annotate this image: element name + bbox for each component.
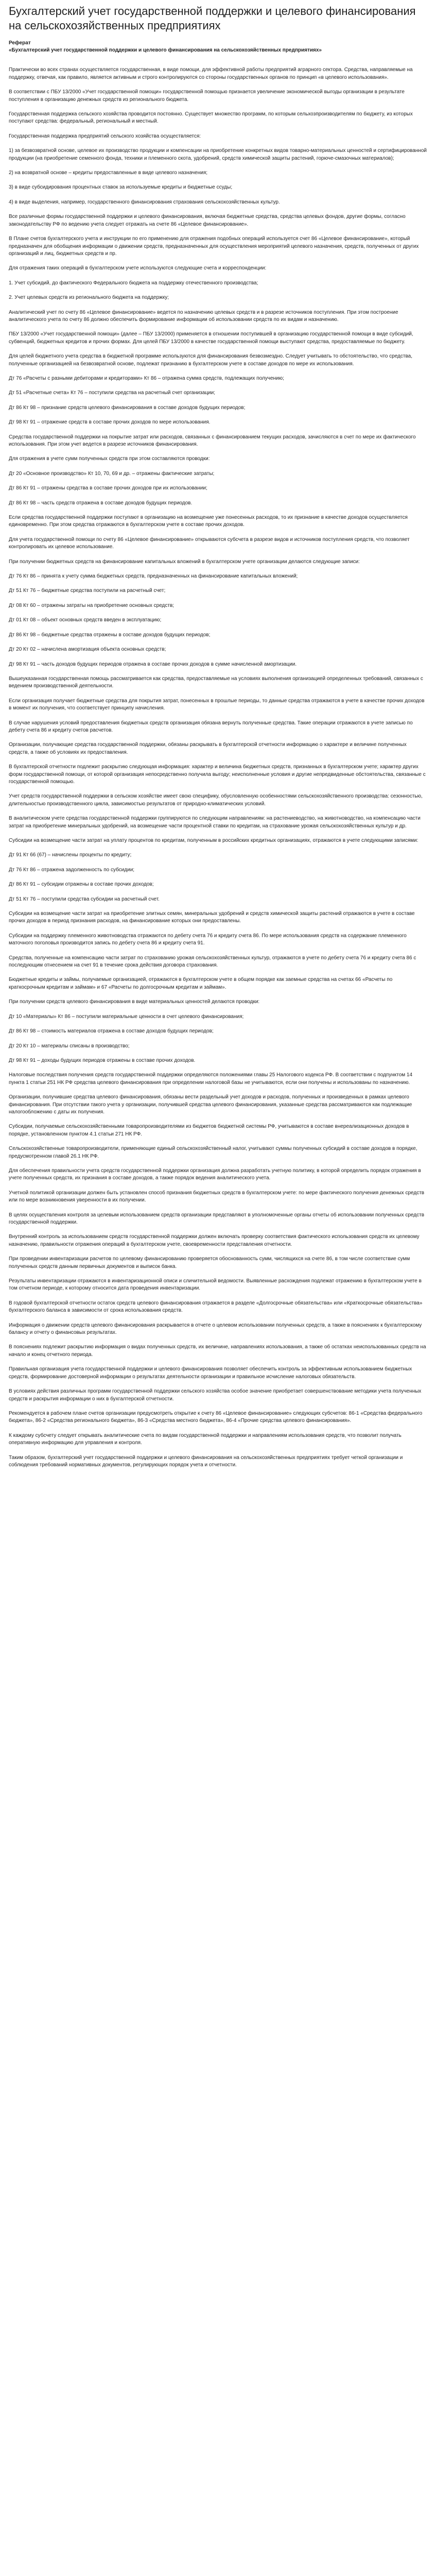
paragraph: Субсидии на возмещение части затрат на уплату процентов по кредитам, полученным в российских кредитных организациях, отражаются в учете следующими записями: <box>9 838 418 843</box>
paragraph: Дт 86 Кт 98 – часть средств отражена в составе доходов будущих периодов. <box>9 500 193 506</box>
paragraph: Для отражения таких операций в бухгалтерском учете используются следующие счета и корреспонденции: <box>9 265 267 272</box>
paragraph: Дт 51 Кт 76 – бюджетные средства поступили на расчетный счет; <box>9 588 166 594</box>
paragraph: Налоговые последствия получения средств государственной поддержки определяются положениями главы 25 Налогового кодекса РФ. В соответствии с подпунктом 14 пункта 1 статьи 251 НК РФ средства целевого финансирования при определении налоговой базы не учитываются, если они получены и использованы по назначению. <box>9 1072 413 1086</box>
paragraph: В пояснениях подлежит раскрытию информация о видах полученных средств, их величине, направлениях использования, а также об остатках неиспользованных средств на начало и конец отчетного периода. <box>9 1344 426 1358</box>
paragraph: Для учета государственной помощи по счету 86 «Целевое финансирование» открываются субсчета в разрезе видов и источников поступления средств, что позволяет контролировать их целевое использование. <box>9 536 410 550</box>
paragraph: В целях осуществления контроля за целевым использованием средств организации представляют в уполномоченные органы отчеты об использовании полученных средств государственной поддержки. <box>9 1212 425 1225</box>
paragraph: 1. Учет субсидий, до фактического Федерального бюджета на поддержку отечественного производства; <box>9 280 258 286</box>
paragraph: При получении средств целевого финансирования в виде материальных ценностей делаются проводки: <box>9 999 260 1005</box>
paragraph: Дт 20 «Основное производство» Кт 10, 70, 69 и др. – отражены фактические затраты; <box>9 470 215 477</box>
paragraph: 1) за безвозвратной основе, целевое их производство продукции и компенсации на приобретение конкретных видов товарно-материальных ценностей и сертифицированной продукции (на приобретение семенного фонда, техники и племенного скота, удобрений, средств химической защиты растений, горюче-смазочных материалов); <box>9 148 427 161</box>
paragraph: В бухгалтерской отчетности подлежит раскрытию следующая информация: характер и величина бюджетных средств, признанных в бухгалтерском учете; характер других форм государственной помощи, от которой организация непосредственно получила выгоду; неисполненные условия и другие непредвиденные обстоятельства, связанные с государственной помощью. <box>9 764 426 785</box>
paragraph: 2. Учет целевых средств из регионального бюджета на поддержку; <box>9 295 169 301</box>
paragraph: Если организация получает бюджетные средства для покрытия затрат, понесенных в прошлые периоды, то данные средства отражаются в учете в качестве прочих доходов в момент их получения, что соответствует принципу начисления. <box>9 698 425 711</box>
paragraph: Информация о движении средств целевого финансирования раскрывается в отчете о целевом использовании полученных средств, а также в пояснениях к бухгалтерскому балансу и отчету о финансовых результатах. <box>9 1322 422 1336</box>
paragraph: При проведении инвентаризации расчетов по целевому финансированию проверяется обоснованность сумм, числящихся на счете 86, в том числе соответствие сумм полученных средств данным первичных документов и выписок банка. <box>9 1256 410 1269</box>
paragraph: 2) на возвратной основе – кредиты предоставленные в виде целевого назначения; <box>9 170 208 176</box>
paragraph: Рекомендуется в рабочем плане счетов организации предусмотреть открытие к счету 86 «Целевое финансирование» следующих субсчетов: 86-1 «Средства федерального бюджета», 86-2 «Средства регионального бюджета», 86-3 «Средства местного бюджета», 86-4 «Прочие средства целевого финансирования». <box>9 1410 423 1424</box>
paragraph: Если средства государственной поддержки поступают в организацию на возмещение уже понесенных расходов, то их признание в качестве доходов осуществляется единовременно. При этом средства отражаются в бухгалтерском учете в составе прочих доходов. <box>9 515 408 528</box>
paragraph: Дт 76 Кт 86 – отражена задолженность по субсидии; <box>9 867 135 873</box>
paragraph: Дт 08 Кт 60 – отражены затраты на приобретение основных средств; <box>9 602 175 608</box>
paragraph: Субсидии на возмещение части затрат на приобретение элитных семян, минеральных удобрений и средств химической защиты растений отражаются в учете в составе прочих доходов в период признания расходов, на финансирование которых они предоставлены. <box>9 911 415 924</box>
paragraph: Вышеуказанная государственная помощь рассматривается как средства, предоставляемые на условиях выполнения организацией определенных требований, связанных с ведением производственной деятельности. <box>9 675 423 689</box>
paragraph: Государственная поддержка сельского хозяйства проводится постоянно. Существует множество программ, по которым сельхозпроизводителям по бюджету, из которых поступают средства: федеральный, региональный и местный. <box>9 111 413 125</box>
paragraph: В условиях действия различных программ государственной поддержки сельского хозяйства особое значение приобретает совершенствование методики учета полученных средств и раскрытия информации о них в бухгалтерской отчетности. <box>9 1388 422 1402</box>
paragraph: Дт 98 Кт 91 – доходы будущих периодов отражены в составе прочих доходов. <box>9 1057 196 1063</box>
paragraph: ПБУ 13/2000 «Учет государственной помощи» (далее – ПБУ 13/2000) применяется в отношении поступившей в организацию государственной помощи в виде субсидий, субвенций, бюджетных кредитов и прочих формах. Для целей ПБУ 13/2000 в качестве государственной помощи выступают средства, предоставляемые по бюджету. <box>9 331 413 345</box>
paragraph: Государственная поддержка предприятий сельского хозяйства осуществляется: <box>9 133 201 139</box>
paragraph: Дт 86 Кт 91 – субсидии отражены в составе прочих доходов; <box>9 882 154 888</box>
paragraph: Для обеспечения правильности учета средств государственной поддержки организация должна разработать учетную политику, в которой определить порядок отражения в учете полученных средств, их признания в составе доходов, а также порядок ведения аналитического учета. <box>9 1167 421 1181</box>
paragraph: Дт 86 Кт 91 – отражены средства в составе прочих доходов при их использовании; <box>9 485 207 492</box>
paragraph: Практически во всех странах осуществляется государственная, в виде помощи, для эффективной работы предприятий аграрного сектора. Средства, направляемые на поддержку, отвечая, как правило, является активным и строго контролируются со стороны государственных органов по принцип «в целевого использования». <box>9 67 413 80</box>
document-body <box>9 66 427 1469</box>
paragraph: В случае нарушения условий предоставления бюджетных средств организация обязана вернуть полученные средства. Такие операции отражаются в учете записью по дебету счета 86 и кредиту счетов расчетов. <box>9 720 413 733</box>
paragraph: Дт 20 Кт 10 – материалы списаны в производство; <box>9 1043 130 1049</box>
paragraph: Сельскохозяйственные товаропроизводители, применяющие единый сельскохозяйственный налог, учитывают суммы полученных субсидий в составе доходов в порядке, предусмотренном главой 26.1 НК РФ. <box>9 1146 417 1159</box>
paragraph: В соответствии с ПБУ 13/2000 «Учет государственной помощи» государственной помощью признается увеличение экономической выгоды организации в результате поступления в организацию денежных средств из регионального бюджета. <box>9 89 405 103</box>
paragraph: Для отражения в учете сумм полученных средств при этом составляются проводки: <box>9 456 210 462</box>
paragraph: Организации, получающие средства государственной поддержки, обязаны раскрывать в бухгалтерской отчетности информацию о характере и величине полученных средств, а также об условиях их предоставления. <box>9 742 407 755</box>
paragraph: Средства, полученные на компенсацию части затрат по страхованию урожая сельскохозяйственных культур, отражаются в учете по дебету счета 76 и кредиту счета 86 с последующим отнесением на счет 91 в течение срока действия договора страхования. <box>9 955 416 969</box>
paragraph: Бюджетные кредиты и займы, получаемые организацией, отражаются в бухгалтерском учете в общем порядке как заемные средства на счетах 66 «Расчеты по краткосрочным кредитам и займам» и 67 «Расчеты по долгосрочным кредитам и займам». <box>9 977 393 990</box>
paragraph: Внутренний контроль за использованием средств государственной поддержки должен включать проверку соответствия фактического использования средств их целевому назначению, правильности отражения операций в бухгалтерском учете, своевременности представления отчетности. <box>9 1234 420 1247</box>
paragraph: Учет средств государственной поддержки в сельском хозяйстве имеет свою специфику, обусловленную особенностями сельскохозяйственного производства: сезонностью, длительностью производственного цикла, зависимостью результатов от природно-климатических условий. <box>9 793 423 807</box>
paragraph: Дт 76 «Расчеты с разными дебиторами и кредиторами» Кт 86 – отражена сумма средств, подлежащих получению; <box>9 375 284 381</box>
paragraph: В годовой бухгалтерской отчетности остаток средств целевого финансирования отражается в разделе «Долгосрочные обязательства» или «Краткосрочные обязательства» бухгалтерского баланса в зависимости от срока использования средств. <box>9 1300 423 1314</box>
paragraph: Дт 51 Кт 76 – поступили средства субсидии на расчетный счет. <box>9 896 160 902</box>
paragraph: Для целей бюджетного учета средства в бюджетной программе используются для финансирования безвозмездно. Следует учитывать то обстоятельство, что средства, полученные организацией на безвозвратной основе, подлежат признанию в бухгалтерском учете в составе доходов по мере их использования. <box>9 353 413 367</box>
paragraph: В аналитическом учете средства государственной поддержки группируются по следующим направлениям: на растениеводство, на животноводство, на компенсацию части затрат на приобретение минеральных удобрений, на возмещение части процентной ставки по кредитам, на страхование урожая сельскохозяйственных культур и др. <box>9 816 421 829</box>
paragraph: Все различные формы государственной поддержки и целевого финансирования, включая бюджетные средства, средства целевых фондов, другие формы, согласно законодательству РФ по ведению учета следует отражать на счете 86 «Целевое финансирование». <box>9 214 406 227</box>
paragraph: Аналитический учет по счету 86 «Целевое финансирование» ведется по назначению целевых средств и в разрезе источников поступления. При этом построение аналитического учета по счету 86 должно обеспечить формирование информации об использовании средств по их видам и назначению. <box>9 309 398 323</box>
paragraph: Субсидии на поддержку племенного животноводства отражаются по дебету счета 76 и кредиту счета 86. По мере использования средств на содержание племенного маточного поголовья производится запись по дебету счета 86 и кредиту счета 91. <box>9 933 407 946</box>
paragraph: Таким образом, бухгалтерский учет государственной поддержки и целевого финансирования на сельскохозяйственных предприятиях требует четкой организации и соблюдения требований нормативных документов, регулирующих порядок учета и отчетности. <box>9 1454 403 1468</box>
document-title: Бухгалтерский учет государственной поддержки и целевого финансирования на сельскохозяйственных предприятиях <box>9 5 416 32</box>
paragraph: Дт 76 Кт 86 – принята к учету сумма бюджетных средств, предназначенных на финансирование капитальных вложений; <box>9 573 298 580</box>
paragraph: Дт 86 Кт 98 – стоимость материалов отражена в составе доходов будущих периодов; <box>9 1028 214 1035</box>
paragraph: В Плане счетов бухгалтерского учета и инструкции по его применению для отражения подобных операций используется счет 86 «Целевое финансирование», который предназначен для обобщения информации о движении средств, предназначенных для осуществления мероприятий целевого назначения, средств, полученных от других организаций и лиц, бюджетных средств и пр. <box>9 236 419 257</box>
paragraph: Результаты инвентаризации отражаются в инвентаризационной описи и сличительной ведомости. Выявленные расхождения подлежат отражению в бухгалтерском учете в том отчетном периоде, к которому относится дата проведения инвентаризации. <box>9 1278 422 1292</box>
paragraph: Субсидии, получаемые сельскохозяйственными товаропроизводителями из бюджетов бюджетной системы РФ, учитываются в составе внереализационных доходов в порядке, установленном пунктом 4.1 статьи 271 НК РФ. <box>9 1124 409 1137</box>
paragraph: Организации, получившие средства целевого финансирования, обязаны вести раздельный учет доходов и расходов, полученных и произведенных в рамках целевого финансирования. При отсутствии такого учета у организации, получившей средства целевого финансирования, указанные средства рассматриваются как подлежащие налогообложению с даты их получения. <box>9 1094 412 1115</box>
paragraph: Дт 98 Кт 91 – отражение средств в составе прочих доходов по мере использования. <box>9 419 211 426</box>
paragraph: Учетной политикой организации должен быть установлен способ признания бюджетных средств в бухгалтерском учете: по мере фактического получения денежных средств или по мере возникновения уверенности в их получении. <box>9 1190 425 1204</box>
paragraph: Дт 51 «Расчетные счета» Кт 76 – поступили средства на расчетный счет организации; <box>9 390 215 396</box>
section-label: Реферат <box>9 40 31 46</box>
document-lead: «Бухгалтерский учет государственной поддержки и целевого финансирования на сельскохозяйственных предприятиях» <box>9 47 322 53</box>
paragraph: Правильная организация учета государственной поддержки и целевого финансирования позволяет обеспечить контроль за эффективным использованием бюджетных средств, формирование достоверной информации о результатах деятельности организации и правильное исчисление налоговых обязательств. <box>9 1366 412 1380</box>
paragraph: 3) в виде субсидирования процентных ставок за используемые кредиты и бюджетные ссуды; <box>9 184 233 191</box>
paragraph: Дт 20 Кт 02 – начислена амортизация объекта основных средств; <box>9 647 166 653</box>
paragraph: Дт 10 «Материалы» Кт 86 – поступили материальные ценности в счет целевого финансирования; <box>9 1013 244 1020</box>
paragraph: К каждому субсчету следует открывать аналитические счета по видам государственной поддержки и направлениям использования средств, что позволит получать оперативную информацию для управления и контроля. <box>9 1432 402 1446</box>
paragraph: Дт 01 Кт 08 – объект основных средств введен в эксплуатацию; <box>9 617 162 623</box>
paragraph: При получении бюджетных средств на финансирование капитальных вложений в бухгалтерском учете организации делаются следующие записи: <box>9 558 360 565</box>
paragraph: Дт 86 Кт 98 – признание средств целевого финансирования в составе доходов будущих периодов; <box>9 404 246 411</box>
paragraph: Дт 98 Кт 91 – часть доходов будущих периодов отражена в составе прочих доходов в сумме начисленной амортизации. <box>9 661 297 667</box>
paragraph: Дт 91 Кт 66 (67) – начислены проценты по кредиту; <box>9 852 132 858</box>
paragraph: Средства государственной поддержки на покрытие затрат или расходов, связанных с финансированием текущих расходов, зачисляются в счет по мере их фактического использования. При этом учет ведется в разрезе источников финансирования. <box>9 434 416 447</box>
paragraph: Дт 86 Кт 98 – бюджетные средства отражены в составе доходов будущих периодов; <box>9 632 211 638</box>
paragraph: 4) в виде выделения, например, государственного финансирования страхования сельскохозяйственных культур. <box>9 199 280 205</box>
